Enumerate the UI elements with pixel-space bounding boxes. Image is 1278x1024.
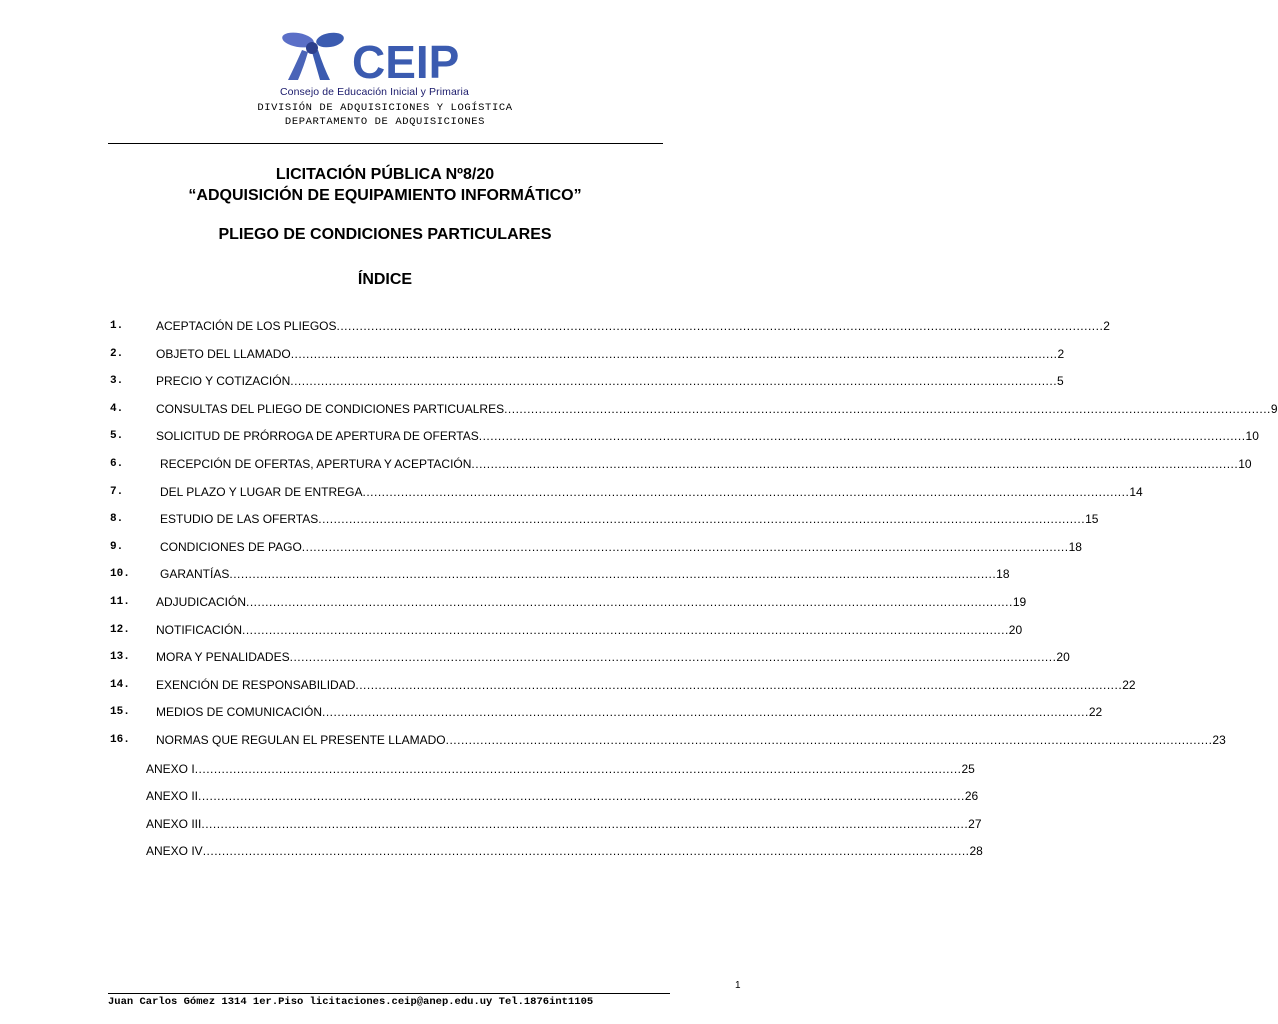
toc-entry: [0, 456, 1252, 472]
dot-leader: ........................................................................................................................................................................................................: [246, 595, 1013, 609]
toc-entry: [0, 566, 1010, 582]
page-number: 1: [735, 980, 741, 991]
toc-entry-number: 11.: [110, 596, 130, 608]
toc-entry-number: 2.: [110, 347, 124, 360]
annex-entry: [0, 761, 975, 777]
toc-entry-label: ADJUDICACIÓN: [156, 595, 247, 609]
toc-entry-page: 14: [1129, 484, 1143, 499]
toc-entry-label: ESTUDIO DE LAS OFERTAS: [160, 512, 319, 527]
toc-entry-number: 13.: [110, 651, 130, 664]
toc-entry-label: CONSULTAS DEL PLIEGO DE CONDICIONES PARTICUALRES: [156, 401, 505, 416]
annex-entry-label: ANEXO III: [146, 816, 202, 831]
toc-entry-label: MEDIOS DE COMUNICACIÓN: [156, 705, 323, 720]
toc-entry-page: 23: [1212, 733, 1226, 747]
dot-leader: ........................................................................................................................................................................................................: [355, 677, 1123, 692]
toc-entry-label: ACEPTACIÓN DE LOS PLIEGOS: [156, 319, 337, 333]
toc-entry: [0, 318, 1110, 334]
document-subtitle: “ADQUISICIÓN DE EQUIPAMIENTO INFORMÁTICO”: [188, 187, 582, 204]
index-heading: ÍNDICE: [357, 271, 413, 288]
toc-entry: [0, 677, 1136, 693]
toc-entry: [0, 428, 1259, 444]
toc-entry-number: 7.: [110, 485, 124, 498]
toc-entry-page: 2: [1103, 319, 1110, 333]
toc-entry-label: NORMAS QUE REGULAN EL PRESENTE LLAMADO: [156, 733, 446, 747]
toc-entry-number: 5.: [110, 430, 124, 443]
toc-entry: [0, 373, 1064, 389]
toc-entry-label: NOTIFICACIÓN: [156, 622, 242, 637]
dot-leader: ........................................................................................................................................................................................................: [504, 401, 1271, 416]
toc-entry-number: 8.: [110, 513, 124, 526]
toc-entry-label: EXENCIÓN DE RESPONSABILIDAD: [156, 677, 356, 692]
dot-leader: ........................................................................................................................................................................................................: [362, 484, 1130, 499]
document-heading: PLIEGO DE CONDICIONES PARTICULARES: [218, 226, 552, 243]
annex-entry-page: 27: [968, 816, 982, 831]
toc-entry-page: 22: [1122, 677, 1136, 692]
toc-entry-label: OBJETO DEL LLAMADO: [156, 346, 291, 361]
toc-entry: [0, 732, 1226, 748]
annex-entry-page: 25: [961, 761, 975, 776]
dot-leader: ........................................................................................................................................................................................................: [229, 567, 997, 582]
logo-wordmark: CEIP: [352, 36, 460, 88]
department-name: DEPARTAMENTO DE ADQUISICIONES: [284, 116, 486, 128]
footer-contact: Juan Carlos Gómez 1314 1er.Piso licitaciones.ceip@anep.edu.uy Tel.1876int1105: [108, 996, 594, 1008]
dot-leader: ........................................................................................................................................................................................................: [198, 789, 965, 804]
dot-leader: ........................................................................................................................................................................................................: [289, 650, 1057, 665]
toc-entry-number: 4.: [110, 402, 124, 415]
toc-entry: [0, 511, 1099, 527]
toc-entry-label: CONDICIONES DE PAGO: [160, 539, 302, 554]
toc-entry-page: 9: [1270, 401, 1278, 416]
dot-leader: ........................................................................................................................................................................................................: [290, 374, 1058, 389]
dot-leader: ........................................................................................................................................................................................................: [478, 429, 1246, 444]
dot-leader: ........................................................................................................................................................................................................: [322, 705, 1089, 720]
toc-entry-page: 2: [1057, 346, 1065, 361]
toc-entry-page: 19: [1012, 595, 1027, 609]
dot-leader: ........................................................................................................................................................................................................: [318, 512, 1086, 527]
annex-entry-label: ANEXO IV: [146, 844, 203, 859]
footer-divider: [108, 993, 670, 994]
toc-entry-number: 14.: [110, 678, 130, 691]
dot-leader: ........................................................................................................................................................................................................: [202, 844, 970, 859]
toc-entry: [0, 539, 1082, 555]
annex-entry: [0, 816, 982, 832]
annex-entry-page: 28: [969, 844, 983, 859]
toc-entry-number: 10.: [110, 568, 130, 581]
logo-subtitle: Consejo de Educación Inicial y Primaria: [280, 86, 469, 98]
toc-entry-label: PRECIO Y COTIZACIÓN: [156, 374, 291, 389]
dot-leader: ........................................................................................................................................................................................................: [336, 319, 1104, 333]
annex-entry-page: 26: [964, 789, 979, 804]
dot-leader: ........................................................................................................................................................................................................: [445, 733, 1213, 747]
toc-entry-number: 1.: [110, 320, 124, 332]
toc-entry-page: 18: [1068, 539, 1082, 554]
toc-entry-number: 12.: [110, 623, 130, 636]
toc-entry: [0, 649, 1070, 665]
toc-entry: [0, 704, 1103, 720]
annex-entry-label: ANEXO II: [146, 789, 199, 804]
dot-leader: ........................................................................................................................................................................................................: [242, 622, 1009, 637]
toc-entry-number: 15.: [110, 706, 130, 719]
division-name: DIVISIÓN DE ADQUISICIONES Y LOGÍSTICA: [257, 102, 513, 114]
dot-leader: ........................................................................................................................................................................................................: [301, 539, 1069, 554]
toc-entry-page: 20: [1008, 622, 1023, 637]
toc-entry: [0, 401, 1278, 417]
toc-entry-label: DEL PLAZO Y LUGAR DE ENTREGA: [160, 484, 363, 499]
toc-entry: [0, 594, 1027, 610]
toc-entry-number: 9.: [110, 540, 124, 553]
toc-entry-number: 6.: [110, 458, 124, 470]
toc-entry-page: 20: [1056, 650, 1070, 665]
toc-entry-page: 22: [1088, 705, 1103, 720]
dot-leader: ........................................................................................................................................................................................................: [290, 346, 1058, 361]
toc-entry-label: RECEPCIÓN DE OFERTAS, APERTURA Y ACEPTACIÓN: [160, 457, 472, 471]
toc-entry-page: 15: [1085, 512, 1099, 527]
toc-entry: [0, 622, 1023, 638]
toc-entry-label: MORA Y PENALIDADES: [156, 650, 290, 665]
toc-entry-page: 10: [1238, 457, 1252, 471]
annex-entry: [0, 843, 983, 859]
annex-entry: [0, 788, 979, 804]
toc-entry-label: SOLICITUD DE PRÓRROGA DE APERTURA DE OFERTAS: [156, 429, 479, 444]
dot-leader: ........................................................................................................................................................................................................: [194, 761, 962, 776]
toc-entry-number: 16.: [110, 734, 130, 746]
toc-entry: [0, 346, 1065, 362]
toc-entry-number: 3.: [110, 375, 124, 388]
toc-entry-label: GARANTÍAS: [160, 567, 230, 582]
dot-leader: ........................................................................................................................................................................................................: [471, 457, 1239, 471]
toc-entry-page: 5: [1057, 374, 1064, 389]
dot-leader: ........................................................................................................................................................................................................: [201, 816, 969, 831]
toc-entry: [0, 484, 1143, 500]
toc-entry-page: 10: [1245, 429, 1259, 444]
annex-entry-label: ANEXO I: [146, 761, 195, 776]
document-title: LICITACIÓN PÚBLICA Nº8/20: [275, 166, 495, 183]
toc-entry-page: 18: [996, 567, 1010, 582]
